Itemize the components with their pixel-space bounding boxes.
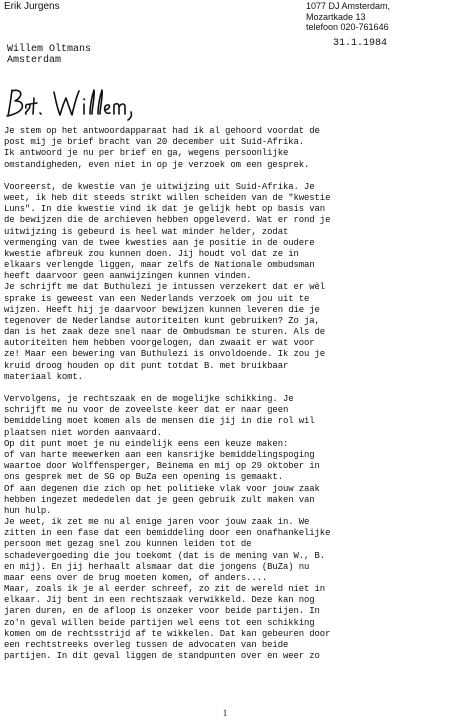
body-line: Je stem op het antwoordapparaat had ik al gehoord voordat de	[4, 126, 320, 136]
body-line: partijen. In dit geval liggen de standpunten over en weer zo	[4, 651, 320, 662]
body-line: waartoe door Wolffensperger, Beinema en mij op 29 oktober in	[4, 461, 320, 472]
body-line: materiaal komt.	[4, 371, 83, 382]
body-line: kwestie afbreuk zou kunnen doen. Jij houdt vol dat ze in	[4, 248, 299, 259]
body-line: schrijft me nu voor de zoveelste keer dat er naar geen	[4, 405, 289, 416]
body-line: hebben ingezet mededelen dat je geen gebruik zult maken van	[4, 494, 315, 505]
page-number: 1	[222, 708, 228, 718]
body-line: Of aan degenen die zich op het politieke vlak voor jouw zaak	[4, 483, 320, 494]
body-line: tegenover de Nederlandse autoriteiten kunt gebruiken? Zo ja,	[4, 315, 320, 326]
body-line: Op dit punt moet je nu eindelijk eens een keuze maken:	[4, 438, 289, 449]
body-line: sprake is geweest van een Nederlands verzoek om jou uit te	[4, 293, 310, 304]
body-line: zo'n geval willen beide partijen wel eens tot een schikking	[4, 617, 315, 628]
body-line: weet, ik heb dit steeds strikt willen scheiden van de "kwestie	[4, 193, 331, 204]
body-line: Je weet, ik zet me nu al enige jaren voor jouw zaak in. We	[4, 517, 310, 528]
body-line: dan is het zaak deze snel naar de Ombudsman te sturen. Als de	[4, 327, 326, 338]
body-line: post mij je brief bracht van 20 december uit Suid-Afrika.	[4, 137, 305, 148]
address-line: 1077 DJ Amsterdam,	[306, 1, 391, 11]
body-line: Vervolgens, je rechtszaak en de mogelijke schikking. Je	[4, 394, 294, 405]
recipient-name: Willem Oltmans	[7, 44, 92, 55]
body-line: maar eens over de brug moeten komen, of anders....	[4, 572, 268, 583]
body-line: ons gesprek met de SG op BuZa een opening is gemaakt.	[4, 472, 283, 483]
recipient-city: Amsterdam	[7, 55, 62, 66]
body-line: elkaar. Jij bent in een rechtszaak verwikkeld. Deze kan nog	[4, 595, 315, 606]
body-line: autoriteiten hem hebben voorgelogen, dan zwaait er wat voor	[4, 338, 315, 349]
body-line: plaatsen niet worden aanvaard.	[4, 427, 162, 438]
paragraph-gap	[4, 383, 446, 394]
address-line: Mozartkade 13	[306, 11, 366, 22]
body-line: omstandigheden, even niet in op je verzoek om een gesprek.	[4, 159, 310, 170]
body-line: schadevergoeding die jou toekomt (dat is de mening van W., B.	[4, 550, 326, 561]
handwritten-salutation	[4, 86, 164, 122]
body-line: kruid droog houden op dit punt totdat B. met bruikbaar	[4, 360, 289, 371]
paragraph-gap	[4, 171, 446, 182]
body-line: heeft daarvoor geen aanwijzingen kunnen vinden.	[4, 271, 252, 282]
body-line: of van harte meewerken aan een kansrijke bemiddelingspoging	[4, 449, 315, 460]
body-line: de bewijzen die de archieven hebben opgeleverd. Wat er rond je	[4, 215, 331, 226]
body-line: wijzen. Heeft hij je daarvoor bewijzen kunnen leveren die je	[4, 304, 320, 315]
body-line: bemiddeling moet komen als de mensen die jij in die rol wil	[4, 416, 315, 427]
body-line: ze! Maar een bewering van Buthulezi is onvoldoende. Ik zou je	[4, 349, 326, 360]
body-line: vermenging van de twee kwesties aan je positie in de oudere	[4, 237, 315, 248]
body-line: Maar, zoals ik je al eerder schreef, zo zit de wereld niet in	[4, 584, 326, 595]
letter-date: 31.1.1984	[333, 38, 388, 49]
letterhead-name: Erik Jurgens	[4, 1, 60, 12]
letterhead-address	[306, 1, 446, 33]
body-line: komen om de rechtsstrijd af te wikkelen. Dat kan gebeuren door	[4, 628, 331, 639]
body-line: Vooreerst, de kwestie van je uitwijzing uit Suid-Afrika. Je	[4, 181, 315, 192]
body-line: elkaars verlengde liggen, maar zelfs de Nationale ombudsman	[4, 260, 315, 271]
body-line: Ik antwoord je nu per brief en ga, wegens persoonlijke	[4, 148, 289, 159]
body-line: jaren duren, en de afloop is onzeker voor beide partijen. In	[4, 606, 320, 617]
address-line: telefoon 020-761646	[306, 22, 389, 32]
body-line: hun hulp.	[4, 505, 52, 516]
body-line: Luns". In die kwestie vind ik dat je gelijk hebt op basis van	[4, 204, 326, 215]
body-line: uitwijzing is gebeurd is heel wat minder helder, zodat	[4, 226, 289, 237]
letter-body	[4, 126, 446, 662]
body-line: zitten in een fase dat een bemiddeling door een onafhankelijke	[4, 528, 331, 539]
body-line: persoon met gezag snel zou kunnen leiden tot de	[4, 539, 252, 550]
recipient-block	[7, 44, 91, 66]
body-line: een rechtstreeks overleg tussen de advocaten van beide	[4, 639, 289, 650]
body-line: Je schrijft me dat Buthulezi je intussen verzekert dat er wèl	[4, 282, 326, 293]
body-line: en mij). En jij herhaalt alsmaar dat die jongens (BuZa) nu	[4, 561, 310, 572]
